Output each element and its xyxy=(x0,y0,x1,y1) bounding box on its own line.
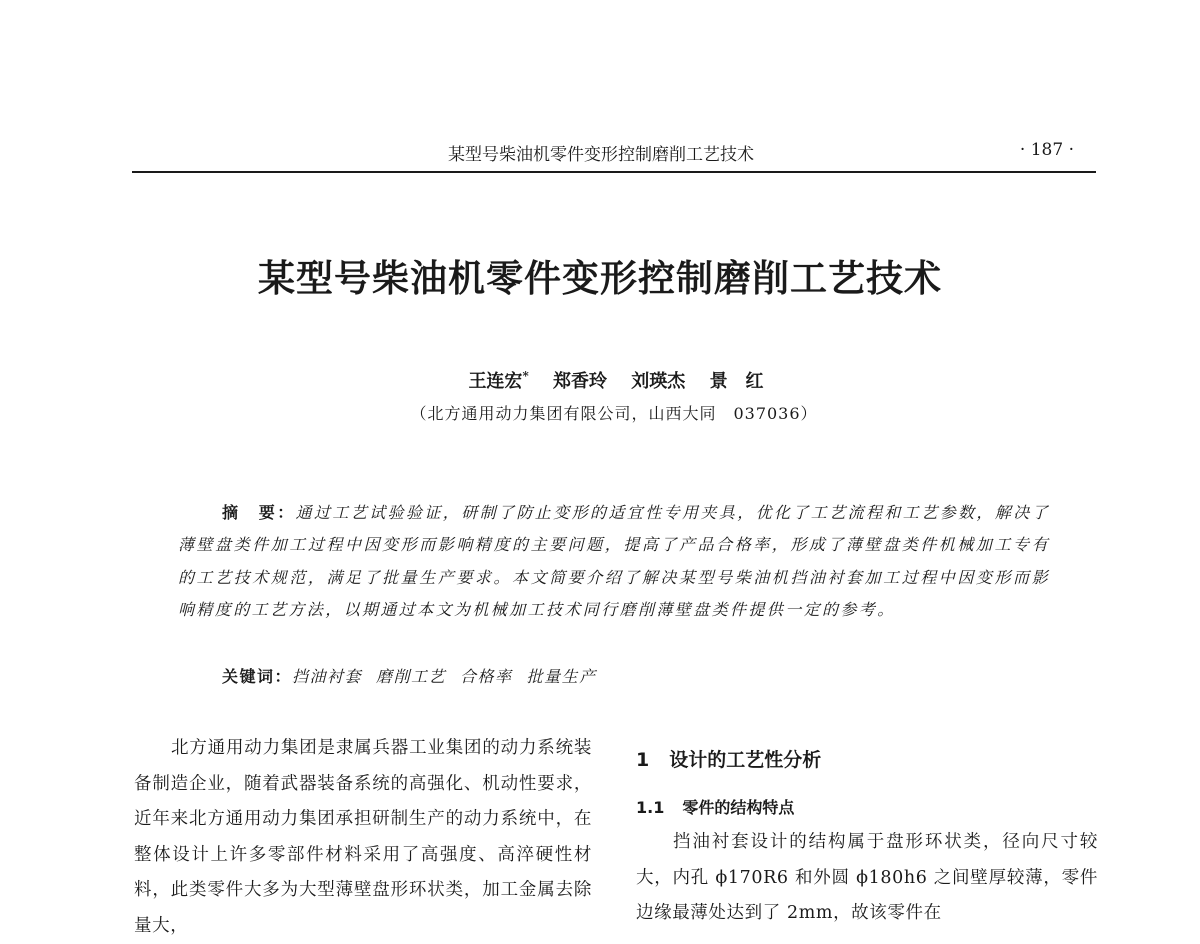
author-name: 郑香玲 xyxy=(553,371,607,392)
keyword: 批量生产 xyxy=(526,667,597,686)
body-column-left xyxy=(134,731,592,944)
section-heading xyxy=(636,745,1098,781)
keyword: 挡油衬套 xyxy=(292,667,363,686)
abstract-text: 通过工艺试验验证，研制了防止变形的适宜性专用夹具，优化了工艺流程和工艺参数，解决了薄壁盘类件加工过程中因变形而影响精度的主要问题，提高了产品合格率，形成了薄壁盘类件机械加工专有的工艺技术规范，满足了批量生产要求。本文简要介绍了解决某型号柴油机挡油衬套加工过程中因变形而影响精度的工艺方法，以期通过本文为机械加工技术同行磨削薄壁盘类件提供一定的参考。 xyxy=(178,503,1051,620)
author-name: 景 红 xyxy=(709,371,764,392)
author-name: 刘瑛杰 xyxy=(631,371,686,392)
body-paragraph: 挡油衬套设计的结构属于盘形环状类，径向尺寸较大，内孔 ϕ170R6 和外圆 ϕ180h6 之间壁厚较薄，零件边缘最薄处达到了 2mm，故该零件在 xyxy=(636,832,1098,923)
section-title: 设计的工艺性分析 xyxy=(669,749,822,771)
page-number: · 187 · xyxy=(1019,140,1074,160)
section-number: 1 xyxy=(636,749,650,771)
author-list xyxy=(0,367,1200,393)
subsection-number: 1.1 xyxy=(636,798,665,817)
corresponding-author-mark: * xyxy=(522,369,529,383)
abstract-label: 摘 要： xyxy=(222,503,296,522)
keywords-label: 关键词： xyxy=(222,667,293,686)
paper-title: 某型号柴油机零件变形控制磨削工艺技术 xyxy=(258,257,942,300)
keyword: 磨削工艺 xyxy=(376,667,447,686)
running-header xyxy=(132,140,1096,168)
subsection-title: 零件的结构特点 xyxy=(682,798,795,817)
affiliation: （北方通用动力集团有限公司，山西大同 037036） xyxy=(410,404,818,423)
body-column-right xyxy=(636,745,1098,932)
keywords xyxy=(222,664,611,687)
header-rule xyxy=(132,171,1096,173)
author-name xyxy=(468,371,528,392)
body-paragraph: 北方通用动力集团是隶属兵器工业集团的动力系统装备制造企业，随着武器装备系统的高强化、机动性要求，近年来北方通用动力集团承担研制生产的动力系统中，在整体设计上许多零部件材料采用了高强度、高淬硬性材料，此类零件大多为大型薄壁盘形环状类，加工金属去除量大， xyxy=(134,738,592,936)
abstract xyxy=(178,497,1050,627)
author-name-text: 王连宏 xyxy=(468,371,523,392)
running-title: 某型号柴油机零件变形控制磨削工艺技术 xyxy=(448,145,754,165)
keyword: 合格率 xyxy=(460,667,513,686)
subsection-heading xyxy=(636,795,1098,825)
